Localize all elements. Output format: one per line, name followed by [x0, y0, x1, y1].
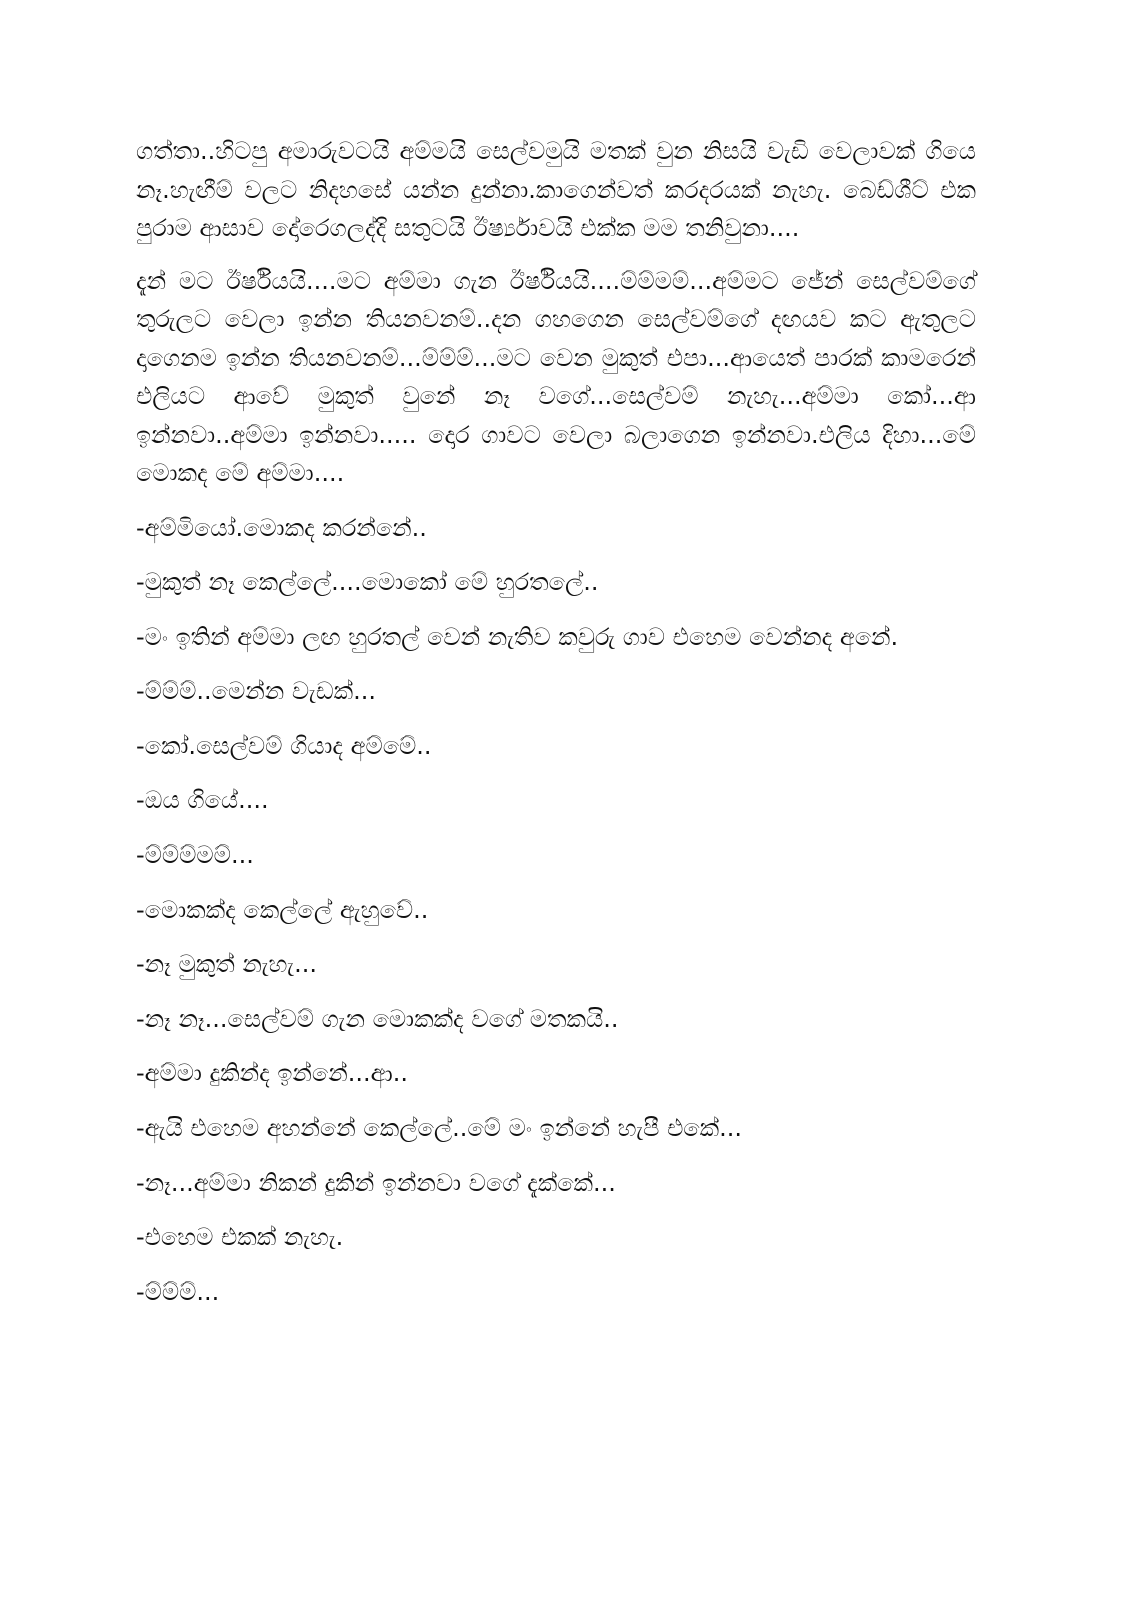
- dialogue-line: -ඇයි එහෙම අහන්නේ කෙල්ලේ..මේ මං ඉන්නේ හැපී එකේ...: [136, 1113, 743, 1142]
- dialogue-line: -නෑ...අම්මා නිකන් දුකින් ඉන්නවා වගේ දැක්කේ...: [136, 1168, 616, 1197]
- dialogue-line: -එහෙම එකක් නැහැ.: [136, 1223, 344, 1252]
- dialogue-line: -ඔය ගියේ....: [136, 786, 269, 815]
- dialogue-line: -ම්ම්ම්...: [136, 1277, 220, 1306]
- dialogue-line: -මොකක්ද කෙල්ලේ ඇහුවේ..: [136, 895, 429, 924]
- dialogue-line: -නෑ නෑ...සෙල්වම් ගැන මොකක්ද වගේ මතකයි..: [136, 1004, 619, 1033]
- page-body: [136, 132, 976, 1327]
- dialogue-line: -ම්ම්ම්..මෙන්න වැඩක්...: [136, 677, 377, 706]
- dialogue-line: -කෝ.සෙල්වම් ගියාද අම්මේ..: [136, 731, 432, 760]
- dialogue-line: -මුකුත් නෑ කෙල්ලේ....මොකෝ මේ හුරතලේ..: [136, 568, 599, 597]
- dialogue-line: -අම්මියෝ.මොකද කරන්නේ..: [136, 513, 427, 542]
- paragraph: ගත්තා..හිටපු අමාරුවටයි අම්මයි සෙල්වමුයි මතක් වුන නිසයි වැඩි වෙලාවක් ගියෙ නෑ.හැඟීම් වලට නිදහසේ යන්න දුන්නා.කාගෙන්වත් කරදරයක් නැහැ. බෙඩ්ශීට් එක පුරාම ආසාව දෝරෙගලද්දි සතුටයි ඊර්ෂ්‍යාවයි එක්ක මම තනිවුනා....: [136, 137, 976, 242]
- dialogue-line: -අම්මා දුකින්ද ඉන්නේ...ආ..: [136, 1059, 409, 1088]
- dialogue-line: -ම්ම්ම්මම්...: [136, 840, 254, 869]
- dialogue-line: -මං ඉතින් අම්මා ලඟ හුරතල් වෙන් නැතිව කවුරු ගාව එහෙම වෙන්නද අනේ.: [136, 622, 899, 651]
- dialogue-line: -නෑ මුකුත් නැහැ...: [136, 950, 317, 979]
- paragraph: දැන් මට ඊර්ෂියයි....මට අම්මා ගැන ඊර්ෂියයි....ම්ම්මම්...අම්මට ජේන් සෙල්වම්ගේ තුරුලට වෙලා ඉන්න තියනවනම්..දන ගහගෙන සෙල්වම්ගේ දඟයව කට ඇතුලට දාගෙනම ඉන්න තියනවනම්...ම්ම්ම්...මට වෙන මුකුත් එපා...ආයෙත් පාරක් කාමරෙන් එලියට ආවේ මුකුත් වුනේ නෑ වගේ...සෙල්වම් නැහැ...අම්මා කෝ...ආ ඉන්නවා..අම්මා ඉන්නවා..... දොර ගාවට වෙලා බලාගෙන ඉන්නවා.එලිය දිහා...මේ මොකද මේ අම්මා....: [136, 266, 976, 487]
